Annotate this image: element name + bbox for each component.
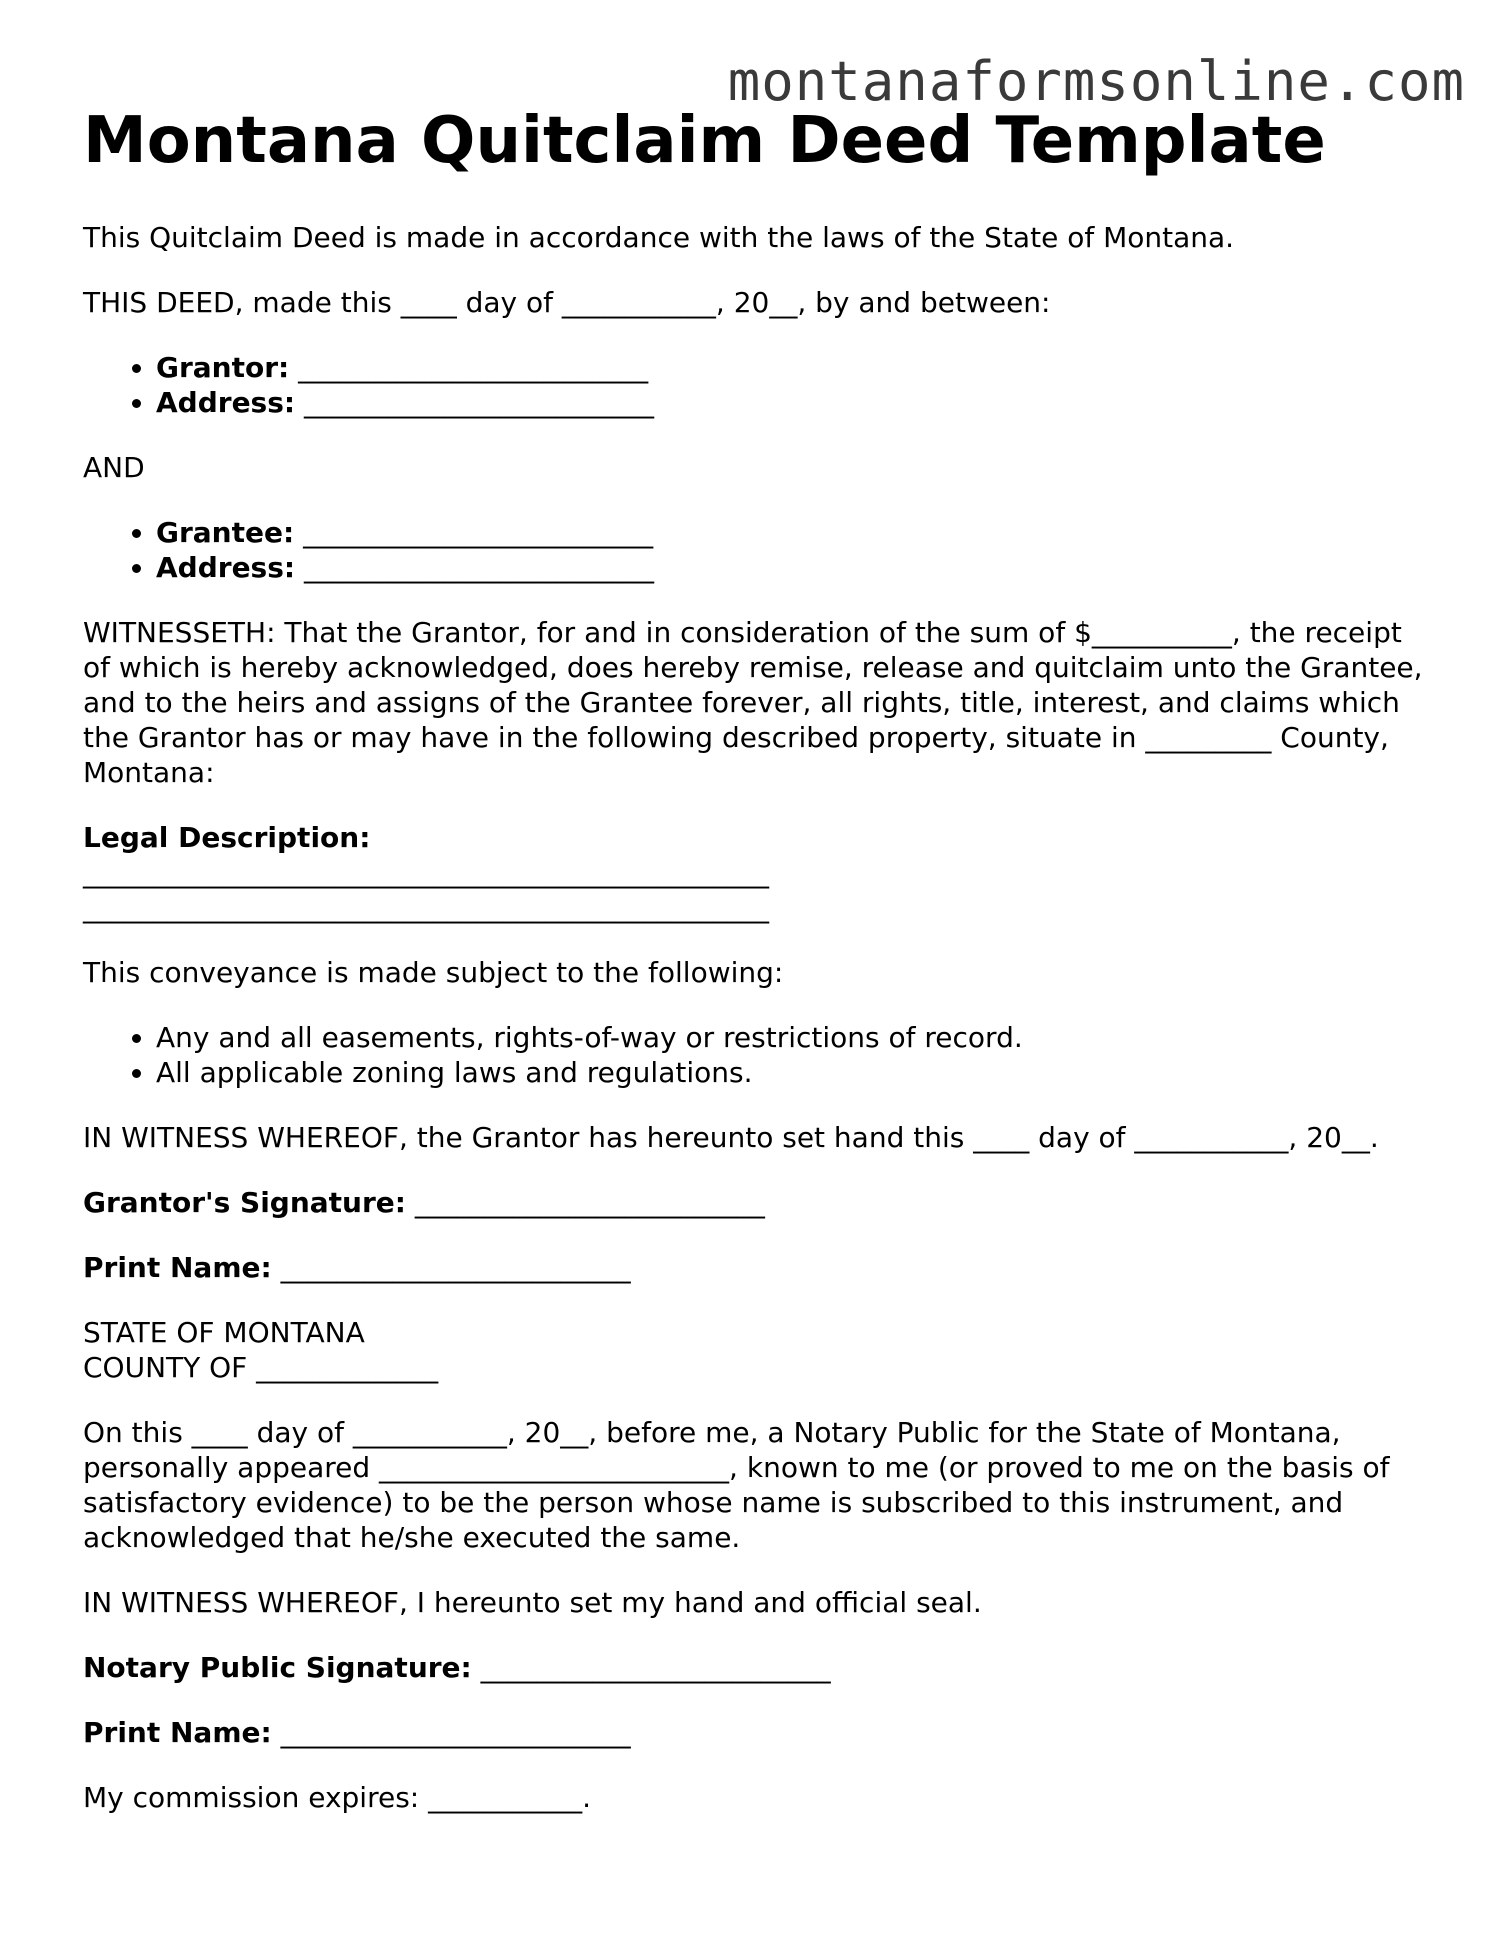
list-item: • Any and all easements, rights-of-way or restrictions of record.	[156, 1020, 1423, 1055]
grantee-address-blank: _________________________	[304, 551, 654, 584]
grantor-blank: _________________________	[298, 351, 649, 384]
document-page	[83, 102, 1423, 1815]
notary-paragraph: On this ____ day of ___________, 20__, before me, a Notary Public for the State of Montana, personally appeared _________________________, known to me (or proved to me on the basis of satisfactory evidence) to be the person whose name is subscribed to this instrument, and acknowledged that he/she executed the same.	[83, 1416, 1390, 1554]
page-title: Montana Quitclaim Deed Template	[83, 104, 1326, 178]
venue-block	[83, 1315, 1423, 1385]
grantor-print-name-line	[83, 1250, 1423, 1285]
grantee-blank: _________________________	[303, 516, 654, 549]
notary-print-name-label: Print Name:	[83, 1716, 272, 1749]
legal-description	[83, 820, 1423, 925]
grantor-label: Grantor:	[156, 351, 290, 384]
grantor-signature-label: Grantor's Signature:	[83, 1186, 406, 1219]
grantor-signature-line	[83, 1185, 1423, 1220]
in-witness-grantor: IN WITNESS WHEREOF, the Grantor has hereunto set hand this ____ day of ___________, 20__.	[83, 1121, 1379, 1154]
grantor-address-blank: _________________________	[304, 386, 654, 419]
in-witness-notary: IN WITNESS WHEREOF, I hereunto set my hand and official seal.	[83, 1586, 982, 1619]
list-item	[156, 385, 1423, 420]
list-item	[156, 350, 1423, 385]
list-item	[156, 550, 1423, 585]
state-line: STATE OF MONTANA	[83, 1316, 365, 1349]
notary-print-name-blank: _________________________	[280, 1716, 631, 1749]
deed-date-line: THIS DEED, made this ____ day of ___________, 20__, by and between:	[83, 286, 1051, 319]
list-item: • All applicable zoning laws and regulations.	[156, 1055, 1423, 1090]
commission-line: My commission expires: ___________.	[83, 1781, 592, 1814]
county-line: COUNTY OF _____________	[83, 1351, 439, 1384]
notary-signature-line	[83, 1650, 1423, 1685]
notary-signature-label: Notary Public Signature:	[83, 1651, 472, 1684]
grantor-list	[83, 350, 1423, 420]
list-item	[156, 515, 1423, 550]
subject-intro: This conveyance is made subject to the following:	[83, 956, 784, 989]
grantor-print-name-blank: _________________________	[280, 1251, 631, 1284]
watermark: montanaformsonline.com	[727, 50, 1465, 113]
grantor-signature-blank: _________________________	[414, 1186, 765, 1219]
witnesseth-paragraph: WITNESSETH: That the Grantor, for and in consideration of the sum of $__________, the receipt of which is hereby acknowledged, does hereby remise, release and quitclaim unto the Grantee, and to the heirs and assigns of the Grantee forever, all rights, title, interest, and claims which the Grantor has or may have in the following described property, situate in _________ County, Montana:	[83, 616, 1423, 789]
notary-signature-blank: _________________________	[480, 1651, 831, 1684]
subject-list	[83, 1020, 1423, 1090]
grantee-list	[83, 515, 1423, 585]
legal-description-label: Legal Description:	[83, 821, 371, 854]
grantor-address-label: Address:	[156, 386, 296, 419]
grantee-label: Grantee:	[156, 516, 295, 549]
and-text: AND	[83, 451, 145, 484]
intro-paragraph: This Quitclaim Deed is made in accordance with the laws of the State of Montana.	[83, 221, 1235, 254]
notary-print-name-line	[83, 1715, 1423, 1750]
grantor-print-name-label: Print Name:	[83, 1251, 272, 1284]
legal-description-line: _________________________________________________	[83, 891, 769, 924]
grantee-address-label: Address:	[156, 551, 296, 584]
legal-description-line: _________________________________________________	[83, 856, 769, 889]
